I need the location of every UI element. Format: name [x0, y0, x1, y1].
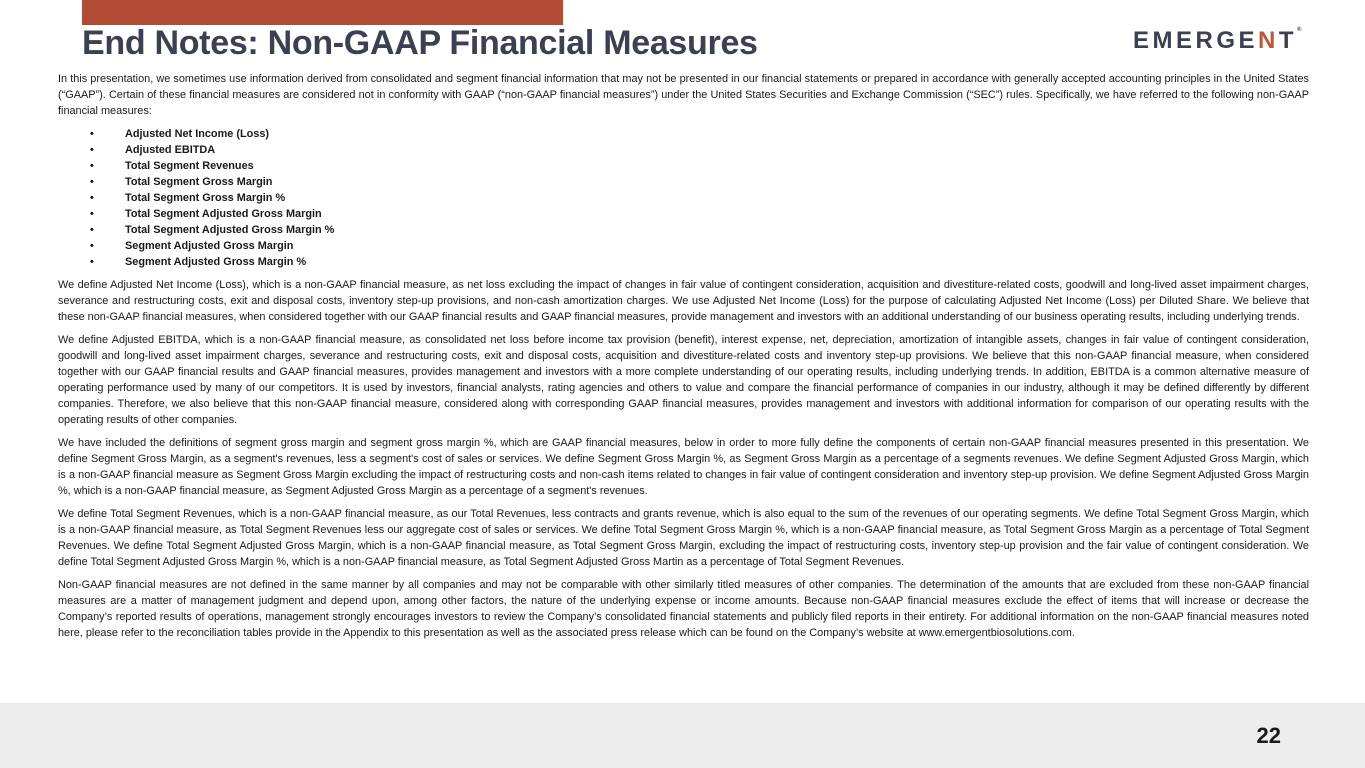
list-item-label: Total Segment Gross Margin %	[125, 192, 286, 204]
non-gaap-disclaimer-paragraph: Non-GAAP financial measures are not defined in the same manner by all companies and may not be comparable with other similarly titled measures of other companies. The determination of the amounts that are excluded from these non-GAAP financial measures are a matter of management judgment and depend upon, among other factors, the nature of the underlying expense or income amounts. Because non-GAAP financial measures exclude the effect of items that will increase or decrease the Company’s reported results of operations, management strongly encourages investors to review the Company’s consolidated financial statements and publicly filed reports in their entirety. For additional information on the non-GAAP financial measures noted here, please refer to the reconciliation tables provide in the Appendix to this presentation as well as the associated press release which can be found on the Company’s website at www.emergentbiosolutions.com.	[58, 579, 1309, 639]
list-item-label: Adjusted EBITDA	[125, 144, 216, 156]
page-title: End Notes: Non-GAAP Financial Measures	[82, 24, 758, 62]
list-item	[58, 158, 1309, 174]
bullet-icon: •	[90, 192, 94, 204]
logo-trademark: ®	[1297, 27, 1302, 33]
page-number: 22	[1256, 723, 1281, 748]
top-accent-bar	[82, 0, 563, 25]
adjusted-ebitda-paragraph: We define Adjusted EBITDA, which is a non-GAAP financial measure, as consolidated net loss before income tax provision (benefit), interest expense, net, depreciation, amortization of intangible assets, changes in fair value of contingent consideration, goodwill and long-lived asset impairment charges, severance and restructuring costs, exit and disposal costs, acquisition and divestiture-related costs and inventory step-up provisions. We believe that this non-GAAP financial measure, when considered together with our GAAP financial results and GAAP financial measures, provides management and investors with a more complete understanding of our operating results, including underlying trends. In addition, EBITDA is a common alternative measure of operating performance used by many of our competitors. It is used by investors, financial analysts, rating agencies and others to value and compare the financial performance of companies in our industry, although it may be defined differently by different companies. Therefore, we also believe that this non-GAAP financial measure, considered along with corresponding GAAP financial measures, provides management and investors with additional information for comparison of our operating results with the operating results of other companies.	[58, 334, 1309, 426]
list-item-label: Total Segment Adjusted Gross Margin	[125, 208, 322, 220]
bullet-icon: •	[90, 256, 94, 268]
list-item-label: Total Segment Adjusted Gross Margin %	[125, 224, 335, 236]
footer-band	[0, 703, 1365, 768]
total-segment-revenues-paragraph: We define Total Segment Revenues, which is a non-GAAP financial measure, as our Total Revenues, less contracts and grants revenue, which is also equal to the sum of the revenues of our operating segments. We define Total Segment Gross Margin, which is a non-GAAP financial measure, as Total Segment Revenues less our aggregate cost of sales or services. We define Total Segment Gross Margin %, which is a non-GAAP financial measure, as Total Segment Gross Margin as a percentage of Total Segment Revenues. We define Total Segment Adjusted Gross Margin, which is a non-GAAP financial measure, as Total Segment Gross Margin, excluding the impact of restructuring costs, inventory step-up provision and the fair value of contingent consideration. We define Total Segment Adjusted Gross Margin %, which is a non-GAAP financial measure, as Total Segment Adjusted Gross Martin as a percentage of Total Segment Revenues.	[58, 508, 1309, 568]
adjusted-net-income-paragraph: We define Adjusted Net Income (Loss), which is a non-GAAP financial measure, as net loss excluding the impact of changes in fair value of contingent consideration, acquisition and divestiture-related costs, goodwill and long-lived asset impairment charges, severance and restructuring costs, exit and disposal costs, inventory step-up provisions, and non-cash amortization charges. We use Adjusted Net Income (Loss) for the purpose of calculating Adjusted Net Income (Loss) per Diluted Share. We believe that these non-GAAP financial measures, when considered together with our GAAP financial results and GAAP financial measures, provide management and investors with an additional understanding of our business operating results, including underlying trends.	[58, 279, 1309, 323]
list-item	[58, 254, 1309, 270]
segment-gross-margin-paragraph: We have included the definitions of segment gross margin and segment gross margin %, which are GAAP financial measures, below in order to more fully define the components of certain non-GAAP financial measures presented in this presentation. We define Segment Gross Margin, as a segment's revenues, less a segment's cost of sales or services. We define Segment Gross Margin %, as Segment Gross Margin as a percentage of a segments revenues. We define Segment Adjusted Gross Margin, which is a non-GAAP financial measure as Segment Gross Margin excluding the impact of restructuring costs and non-cash items related to changes in fair value of contingent consideration and inventory step-up provision. We define Segment Adjusted Gross Margin %, which is a non-GAAP financial measure, as Segment Adjusted Gross Margin as a percentage of a segment's revenues.	[58, 437, 1309, 497]
intro-paragraph: In this presentation, we sometimes use information derived from consolidated and segment financial information that may not be presented in our financial statements or prepared in accordance with generally accepted accounting principles in the United States (“GAAP”). Certain of these financial measures are considered not in conformity with GAAP (“non-GAAP financial measures”) under the United States Securities and Exchange Commission (“SEC”) rules. Specifically, we have referred to the following non-GAAP financial measures:	[58, 73, 1309, 117]
list-item-label: Total Segment Gross Margin	[125, 176, 273, 188]
list-item-label: Segment Adjusted Gross Margin	[125, 240, 294, 252]
list-item	[58, 238, 1309, 254]
bullet-icon: •	[90, 128, 94, 140]
bullet-icon: •	[90, 144, 94, 156]
list-item	[58, 126, 1309, 142]
bullet-icon: •	[90, 176, 94, 188]
list-item-label: Adjusted Net Income (Loss)	[125, 128, 270, 140]
logo-accent-letter: N	[1258, 27, 1279, 54]
list-item-label: Total Segment Revenues	[125, 160, 254, 172]
logo-text-prefix: EMERGE	[1133, 27, 1259, 54]
list-item	[58, 222, 1309, 238]
list-item	[58, 206, 1309, 222]
bullet-icon: •	[90, 208, 94, 220]
logo-text-suffix: T	[1278, 27, 1298, 54]
bullet-icon: •	[90, 160, 94, 172]
emergent-logo	[1133, 27, 1301, 55]
list-item	[58, 174, 1309, 190]
list-item	[58, 190, 1309, 206]
list-item	[58, 142, 1309, 158]
non-gaap-measures-list	[58, 126, 1309, 270]
bullet-icon: •	[90, 240, 94, 252]
document-body	[58, 71, 1309, 648]
bullet-icon: •	[90, 224, 94, 236]
list-item-label: Segment Adjusted Gross Margin %	[125, 256, 307, 268]
